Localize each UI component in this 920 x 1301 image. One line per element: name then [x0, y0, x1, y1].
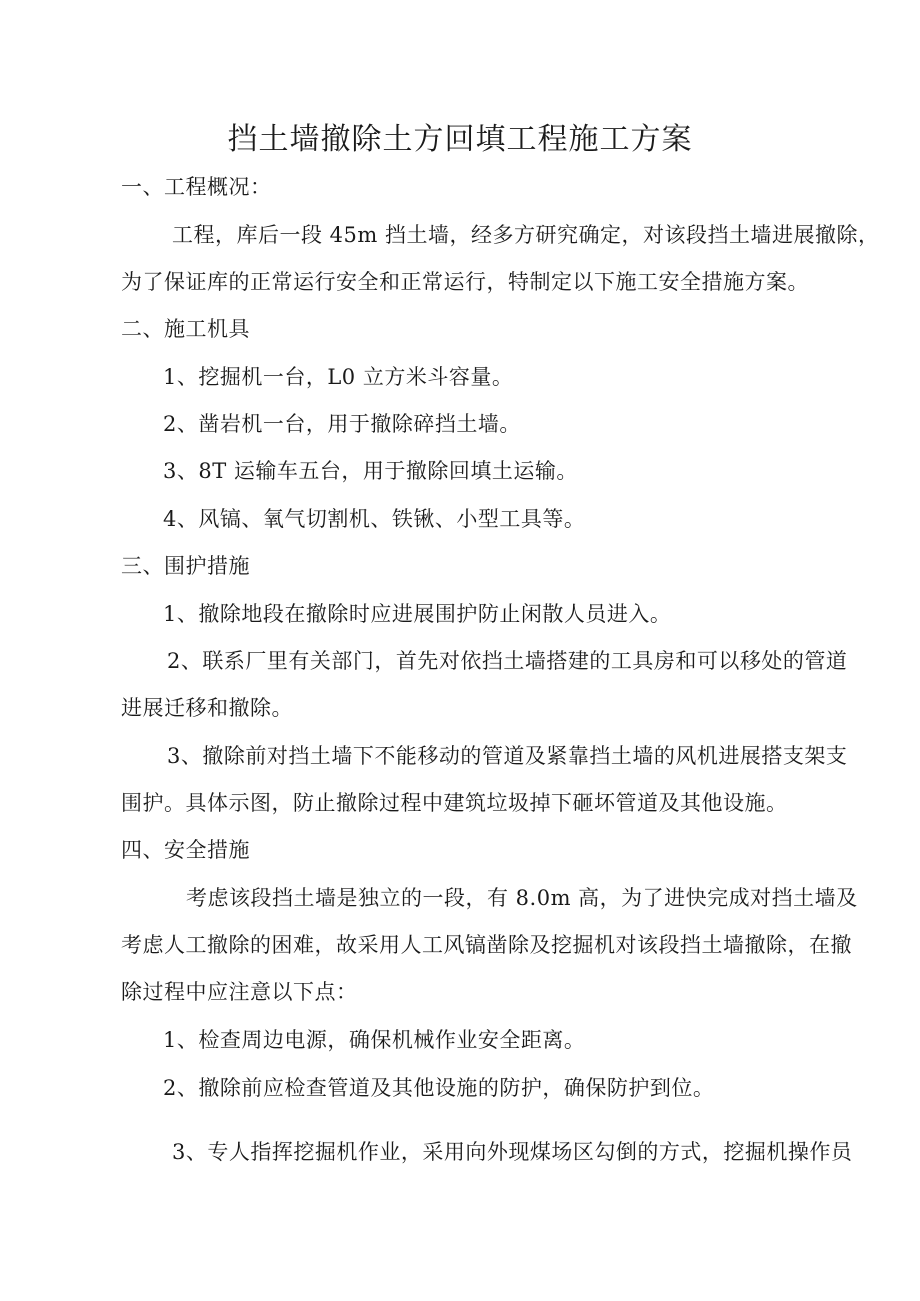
safety-paragraph-line: 考虑该段挡土墙是独立的一段，有 8.0m 高，为了进快完成对挡土墙及	[186, 886, 858, 910]
enclosure-item: 2、联系厂里有关部门，首先对依挡土墙搭建的工具房和可以移处的管道	[167, 649, 848, 673]
section-heading-equipment: 二、施工机具	[121, 317, 250, 341]
safety-paragraph-line: 除过程中应注意以下点：	[121, 980, 358, 1004]
safety-item: 1、检查周边电源，确保机械作业安全距离。	[163, 1028, 586, 1052]
equipment-item: 4、风镐、氧气切割机、铁锹、小型工具等。	[163, 507, 586, 531]
safety-item: 2、撤除前应检查管道及其他设施的防护，确保防护到位。	[163, 1076, 715, 1100]
equipment-item: 2、凿岩机一台，用于撤除碎挡土墙。	[163, 412, 521, 436]
enclosure-item-continued: 进展迁移和撤除。	[121, 696, 293, 720]
equipment-item: 3、8T 运输车五台，用于撤除回填土运输。	[163, 459, 578, 483]
enclosure-item-continued: 围护。具体示图，防止撤除过程中建筑垃圾掉下砸坏管道及其他设施。	[121, 791, 788, 815]
section-heading-enclosure: 三、围护措施	[121, 554, 250, 578]
enclosure-item: 3、撤除前对挡土墙下不能移动的管道及紧靠挡土墙的风机进展搭支架支	[167, 744, 848, 768]
equipment-item: 1、挖掘机一台，L0 立方米斗容量。	[163, 365, 514, 389]
section-heading-overview: 一、工程概况：	[121, 175, 272, 199]
overview-paragraph-line: 工程，库后一段 45m 挡土墙，经多方研究确定，对该段挡土墙进展撤除，	[172, 223, 880, 247]
page-title: 挡土墙撤除土方回填工程施工方案	[227, 122, 693, 157]
overview-paragraph-line: 为了保证库的正常运行安全和正常运行，特制定以下施工安全措施方案。	[121, 270, 809, 294]
section-heading-safety: 四、安全措施	[121, 838, 250, 862]
enclosure-item: 1、撤除地段在撤除时应进展围护防止闲散人员进入。	[163, 602, 672, 626]
safety-paragraph-line: 考虑人工撤除的困难，故采用人工风镐凿除及挖掘机对该段挡土墙撤除，在撤	[121, 933, 852, 957]
safety-item: 3、专人指挥挖掘机作业，采用向外现煤场区勾倒的方式，挖掘机操作员	[172, 1140, 853, 1164]
